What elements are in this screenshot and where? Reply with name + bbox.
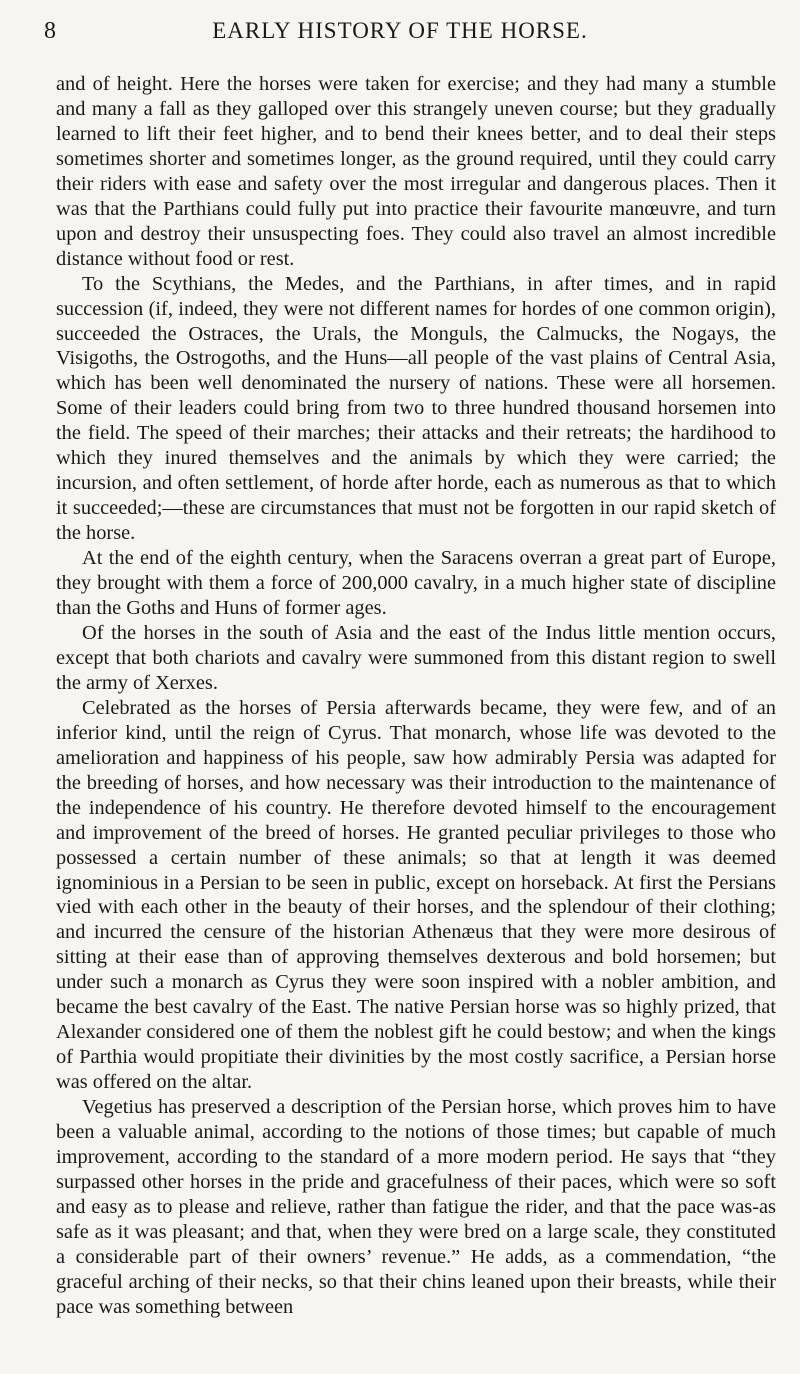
- running-title: EARLY HISTORY OF THE HORSE.: [212, 18, 588, 43]
- paragraph-south-asia: Of the horses in the south of Asia and the east of the Indus little mention occurs, except that both chariots and cavalry were summoned from this distant region to swell the army of Xerxes.: [56, 621, 776, 694]
- running-head: [0, 14, 800, 48]
- paragraph-continued: and of height. Here the horses were taken for exercise; and they had many a stumble and many a fall as they galloped over this strangely uneven course; but they gradually learned to lift their feet higher, and to bend their knees better, and to deal their steps sometimes shorter and sometimes longer, as the ground required, until they could carry their riders with ease and safety over the most irregular and dangerous places. Then it was that the Parthians could fully put into practice their favourite manœuvre, and turn upon and destroy their unsuspecting foes. They could also travel an almost incredible distance without food or rest.: [56, 73, 776, 270]
- paragraph-saracens: At the end of the eighth century, when the Saracens overran a great part of Europe, they brought with them a force of 200,000 cavalry, in a much higher state of discipline than the Goths and Huns of former ages.: [56, 547, 776, 620]
- paragraph-persia: Celebrated as the horses of Persia afterwards became, they were few, and of an inferior kind, until the reign of Cyrus. That monarch, whose life was devoted to the amelioration and happiness of his people, saw how admirably Persia was adapted for the breeding of horses, and how necessary was their introduction to the maintenance of the independence of his country. He therefore devoted himself to the encouragement and improvement of the breed of horses. He granted peculiar privileges to those who possessed a certain number of these animals; so that at length it was deemed ignominious in a Persian to be seen in public, except on horseback. At first the Persians vied with each other in the beauty of their horses, and the splendour of their clothing; and incurred the censure of the historian Athenæus that they were more desirous of sitting at their ease than of approving themselves dexterous and bold horsemen; but under such a monarch as Cyrus they were soon inspired with a nobler ambition, and became the best cavalry of the East. The native Persian horse was so highly prized, that Alexander considered one of them the noblest gift he could bestow; and when the kings of Parthia would propitiate their divinities by the most costly sacrifice, a Persian horse was offered on the altar.: [56, 696, 776, 1094]
- page-number: 8: [44, 18, 56, 44]
- paragraph-vegetius: Vegetius has preserved a description of the Persian horse, which proves him to have been a valuable animal, according to the notions of those times; but capable of much improvement, according to the standard of a more modern period. He says that “they surpassed other horses in the pride and gracefulness of their paces, which were so soft and easy as to please and relieve, rather than fatigue the rider, and that the pace was-as safe as it was pleasant; and that, when they were bred on a large scale, they constituted a considerable part of their owners’ revenue.” He adds, as a commendation, “the graceful arching of their necks, so that their chins leaned upon their breasts, while their pace was something between: [56, 1096, 776, 1318]
- paragraph-scythians: To the Scythians, the Medes, and the Parthians, in after times, and in rapid succession (if, indeed, they were not different names for hordes of one common origin), succeeded the Ostraces, the Urals, the Monguls, the Calmucks, the Nogays, the Visigoths, the Ostrogoths, and the Huns—all people of the vast plains of Central Asia, which has been well denominated the nursery of nations. These were all horsemen. Some of their leaders could bring from two to three hundred thousand horsemen into the field. The speed of their marches; their attacks and their retreats; the hardihood to which they inured themselves and the animals by which they were carried; the incursion, and often settlement, of horde after horde, each as numerous as that to which it succeeded;—these are circumstances that must not be forgotten in our rapid sketch of the horse.: [56, 272, 776, 545]
- body-text: [56, 72, 776, 1320]
